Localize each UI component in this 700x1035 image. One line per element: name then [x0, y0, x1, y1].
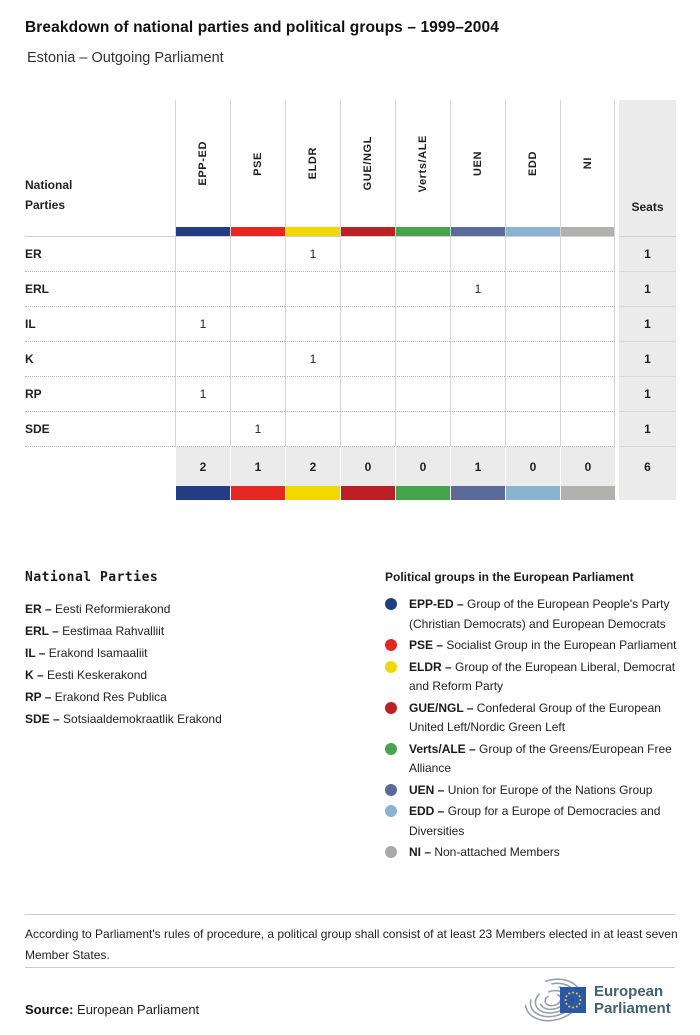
group-legend-item [385, 595, 681, 634]
party-row-label: ERL [25, 271, 175, 306]
page-title: Breakdown of national parties and political groups – 1999–2004 [25, 19, 499, 36]
legend-political-groups [385, 570, 681, 865]
seat-cell [450, 306, 505, 341]
divider-top [25, 914, 675, 915]
seat-cell [505, 376, 560, 411]
seats-table [25, 100, 676, 500]
seat-cell [285, 411, 340, 446]
column-header-label: NI [581, 157, 594, 170]
group-legend-abbr: GUE/NGL – [409, 700, 477, 715]
party-row-label: IL [25, 306, 175, 341]
seat-cell [340, 306, 395, 341]
group-bottom-bar-eldr [285, 486, 340, 500]
party-legend-name: Eesti Keskerakond [47, 668, 148, 682]
seat-cell [230, 306, 285, 341]
group-total-cell: 1 [230, 446, 285, 486]
group-total-cell: 1 [450, 446, 505, 486]
seat-cell: 1 [285, 236, 340, 271]
party-legend-item [25, 708, 355, 730]
group-total-cell: 0 [560, 446, 615, 486]
seat-cell [505, 236, 560, 271]
seat-cell [395, 236, 450, 271]
column-header-eldr [285, 100, 340, 227]
group-legend-abbr: PSE – [409, 638, 447, 652]
legend-national-parties [25, 570, 355, 730]
group-legend-desc: Union for Europe of the Nations Group [447, 782, 653, 797]
seats-total-cell: 1 [619, 376, 676, 411]
seat-cell [285, 271, 340, 306]
group-color-bar-vertsale [395, 227, 450, 236]
seat-cell [505, 411, 560, 446]
seat-cell [450, 376, 505, 411]
party-row-label: SDE [25, 411, 175, 446]
group-legend-desc: Group of the European People's Party (Christian Democrats) and European Democrats [409, 597, 670, 631]
seat-cell [450, 236, 505, 271]
seat-cell [395, 341, 450, 376]
group-color-dot [385, 598, 397, 610]
group-color-bar-pse [230, 227, 285, 236]
group-legend-text [409, 658, 681, 697]
column-header-label: EDD [527, 150, 539, 177]
column-header-vertsale [395, 100, 450, 227]
group-legend-abbr: NI – [409, 845, 435, 859]
group-total-cell: 0 [340, 446, 395, 486]
seat-cell [450, 411, 505, 446]
seat-cell: 1 [230, 411, 285, 446]
seat-cell [340, 341, 395, 376]
party-legend-name: Eesti Reformierakond [55, 602, 171, 616]
group-legend-item [385, 740, 681, 779]
column-header-guengl [340, 100, 395, 227]
source-line [25, 1002, 199, 1017]
seat-cell [505, 341, 560, 376]
group-color-bar-ni [560, 227, 615, 236]
svg-text:European: European [594, 983, 664, 1000]
source-value: European Parliament [77, 1002, 200, 1017]
seat-cell [560, 376, 615, 411]
column-header-label: Verts/ALE [417, 134, 429, 193]
seat-cell [395, 306, 450, 341]
party-legend-abbr: RP – [25, 690, 55, 704]
party-legend-abbr: SDE – [25, 712, 64, 726]
column-header-label: GUE/NGL [362, 136, 374, 191]
group-legend-item [385, 843, 681, 863]
eu-flag [560, 987, 586, 1013]
seat-cell [560, 271, 615, 306]
seat-cell [230, 236, 285, 271]
column-header-epped [175, 100, 230, 227]
divider-bottom [25, 967, 675, 968]
seat-cell [175, 341, 230, 376]
svg-text:Parliament: Parliament [594, 1000, 671, 1017]
bottom-bar-spacer [25, 486, 175, 500]
group-legend-abbr: EDD – [409, 804, 448, 818]
group-color-bar-epped [175, 227, 230, 236]
seats-total-cell: 1 [619, 271, 676, 306]
seat-cell: 1 [175, 376, 230, 411]
seats-column-fill [619, 227, 676, 236]
group-bottom-bar-ni [560, 486, 615, 500]
party-legend-abbr: ER – [25, 602, 56, 616]
party-legend-name: Erakond Isamaaliit [48, 646, 148, 660]
seat-cell: 1 [450, 271, 505, 306]
group-color-dot [385, 661, 397, 673]
column-header-label: PSE [252, 151, 264, 176]
group-color-bar-eldr [285, 227, 340, 236]
eu-parliament-logo-icon [522, 975, 692, 1023]
group-total-cell: 2 [175, 446, 230, 486]
legend-political-groups-title: Political groups in the European Parliament [385, 570, 634, 584]
group-total-cell: 2 [285, 446, 340, 486]
group-legend-item [385, 699, 681, 738]
seats-total-cell: 1 [619, 236, 676, 271]
group-legend-desc: Group for a Europe of Democracies and Diversities [409, 804, 661, 838]
seat-cell: 1 [285, 341, 340, 376]
group-legend-desc: Confederal Group of the European United Left/Nordic Green Left [409, 700, 661, 734]
seats-column-foot [619, 486, 676, 500]
column-header-seats: Seats [619, 100, 676, 227]
seat-cell [560, 411, 615, 446]
party-legend-item [25, 664, 355, 686]
group-legend-text [409, 781, 652, 801]
column-header-edd [505, 100, 560, 227]
group-color-bar-uen [450, 227, 505, 236]
seat-cell [285, 376, 340, 411]
seat-cell [340, 271, 395, 306]
grand-total-cell: 6 [619, 446, 676, 486]
seat-cell [340, 376, 395, 411]
group-color-dot [385, 846, 397, 858]
group-legend-text [409, 595, 681, 634]
seats-total-cell: 1 [619, 341, 676, 376]
group-legend-abbr: UEN – [409, 782, 448, 797]
party-legend-abbr: ERL – [25, 624, 63, 638]
eu-parliament-logo [522, 975, 692, 1028]
party-row-label: ER [25, 236, 175, 271]
seats-total-cell: 1 [619, 306, 676, 341]
group-bottom-bar-uen [450, 486, 505, 500]
group-legend-text [409, 802, 681, 841]
column-header-label: ELDR [307, 147, 319, 180]
legend-national-parties-items [25, 598, 355, 730]
party-legend-abbr: IL – [25, 646, 49, 660]
party-row-label: K [25, 341, 175, 376]
seat-cell [505, 306, 560, 341]
party-legend-item [25, 642, 355, 664]
totals-row-label [25, 446, 175, 486]
group-color-bar-edd [505, 227, 560, 236]
group-color-dot [385, 805, 397, 817]
group-total-cell: 0 [505, 446, 560, 486]
seat-cell [230, 341, 285, 376]
group-legend-desc: Non-attached Members [434, 845, 560, 859]
page-subtitle: Estonia – Outgoing Parliament [27, 50, 224, 66]
group-legend-text [409, 843, 560, 863]
seat-cell [395, 411, 450, 446]
group-color-dot [385, 743, 397, 755]
party-legend-name: Eestimaa Rahvalliit [62, 624, 165, 638]
group-color-dot [385, 639, 397, 651]
column-header-uen [450, 100, 505, 227]
group-legend-desc: Group of the European Liberal, Democrat and Reform Party [409, 659, 676, 693]
party-legend-abbr: K – [25, 668, 48, 682]
seat-cell [230, 376, 285, 411]
group-total-cell: 0 [395, 446, 450, 486]
seats-total-cell: 1 [619, 411, 676, 446]
legend-political-groups-items [385, 595, 681, 863]
group-legend-text [409, 740, 681, 779]
group-legend-desc: Socialist Group in the European Parliament [446, 638, 677, 652]
seat-cell [285, 306, 340, 341]
party-legend-item [25, 686, 355, 708]
column-header-label: UEN [472, 150, 484, 177]
column-header-pse [230, 100, 285, 227]
group-legend-item [385, 781, 681, 801]
party-legend-item [25, 620, 355, 642]
seat-cell [175, 236, 230, 271]
group-legend-abbr: EPP-ED – [409, 597, 468, 611]
seat-cell [560, 341, 615, 376]
seat-cell [560, 236, 615, 271]
group-legend-desc: Group of the Greens/European Free Alliance [409, 741, 672, 775]
footnote: According to Parliament's rules of procedure, a political group shall consist of at least 23 Members elected in at least seven Member States. [25, 927, 678, 962]
group-bottom-bar-edd [505, 486, 560, 500]
party-row-label: RP [25, 376, 175, 411]
group-legend-text [409, 636, 677, 656]
seat-cell [230, 271, 285, 306]
seat-cell [450, 341, 505, 376]
column-header-label: EPP-ED [197, 141, 209, 186]
seat-cell [505, 271, 560, 306]
party-legend-name: Erakond Res Publica [54, 690, 167, 704]
seat-cell [340, 411, 395, 446]
seat-cell: 1 [175, 306, 230, 341]
group-bottom-bar-vertsale [395, 486, 450, 500]
bar-row-spacer [25, 227, 175, 236]
group-legend-text [409, 699, 681, 738]
group-legend-item [385, 636, 681, 656]
group-bottom-bar-pse [230, 486, 285, 500]
group-bottom-bar-epped [175, 486, 230, 500]
group-bottom-bar-guengl [340, 486, 395, 500]
seat-cell [175, 271, 230, 306]
group-legend-abbr: Verts/ALE – [409, 741, 480, 756]
party-legend-item [25, 598, 355, 620]
source-label: Source: [25, 1002, 74, 1017]
column-header-ni [560, 100, 615, 227]
group-color-dot [385, 702, 397, 714]
group-legend-item [385, 802, 681, 841]
group-legend-abbr: ELDR – [409, 659, 456, 674]
party-legend-name: Sotsiaaldemokraatlik Erakond [63, 712, 222, 726]
table-corner-label: National Parties [25, 178, 73, 212]
seat-cell [395, 376, 450, 411]
group-color-dot [385, 784, 397, 796]
seat-cell [175, 411, 230, 446]
group-color-bar-guengl [340, 227, 395, 236]
seat-cell [340, 236, 395, 271]
seat-cell [560, 306, 615, 341]
legend-national-parties-title: National Parties [25, 570, 159, 585]
seat-cell [395, 271, 450, 306]
group-legend-item [385, 658, 681, 697]
